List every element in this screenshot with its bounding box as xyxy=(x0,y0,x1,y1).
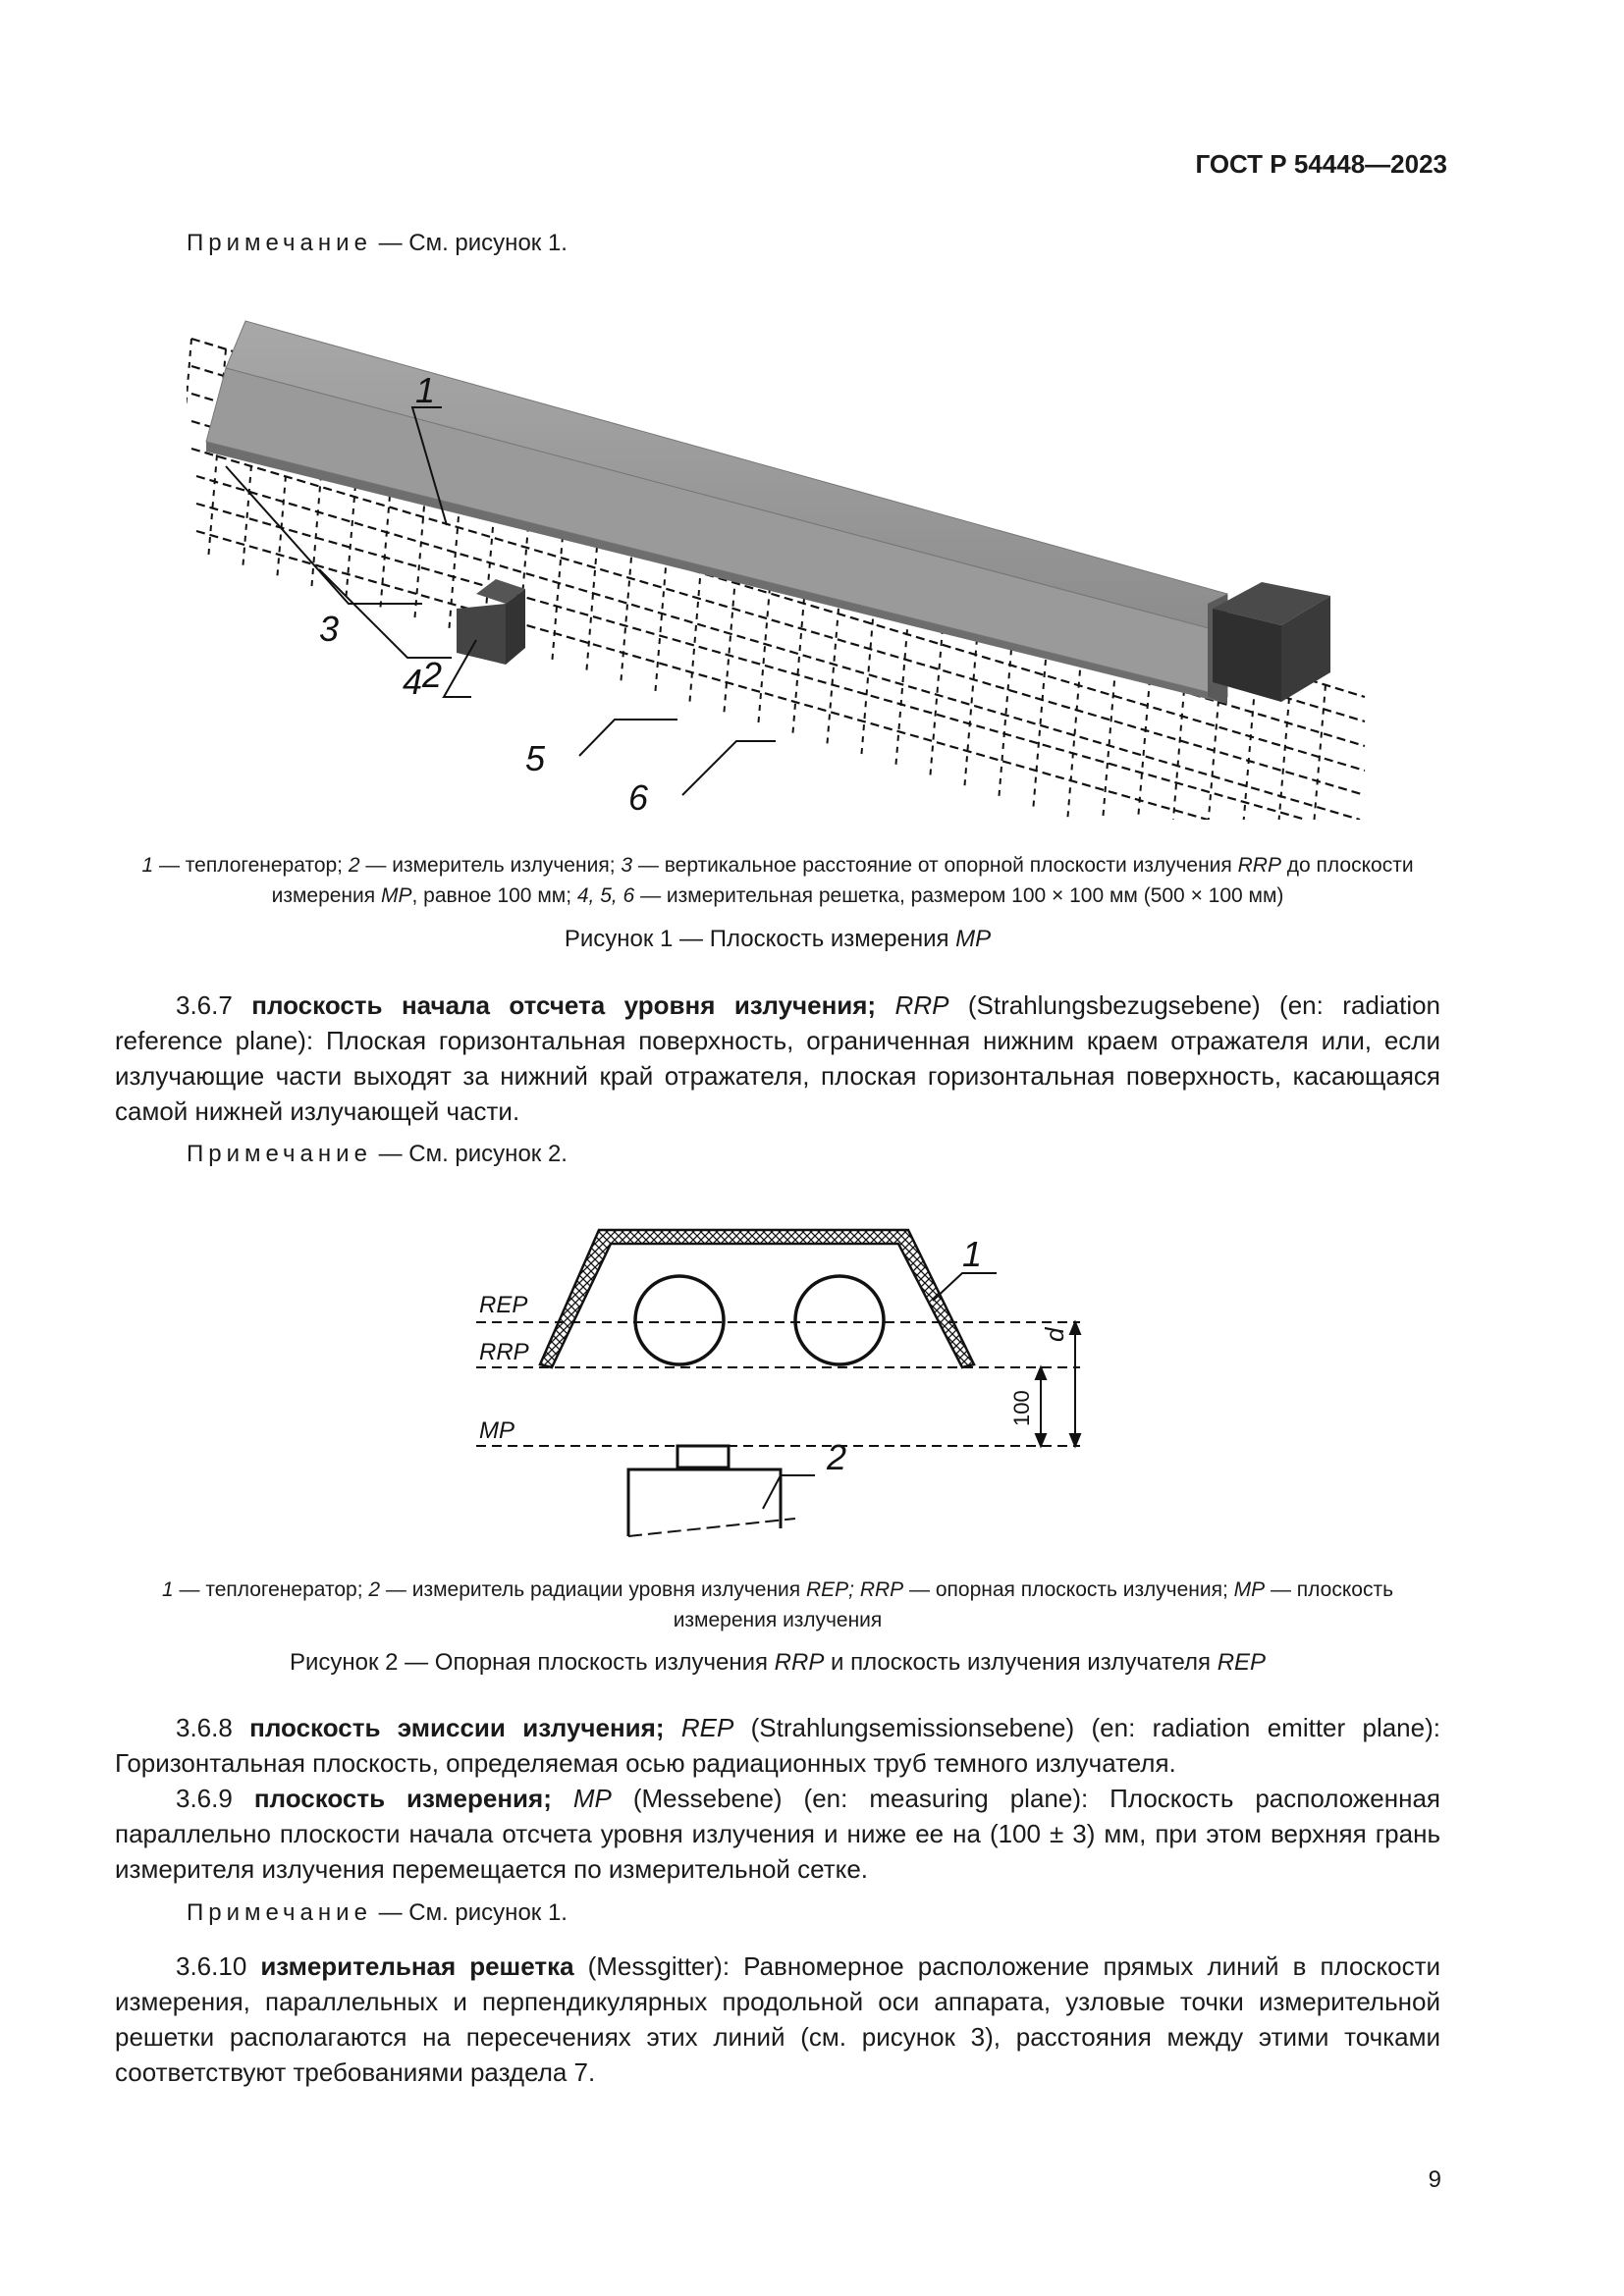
note-1 xyxy=(187,230,568,257)
grid-cross-line xyxy=(187,339,191,550)
reflector xyxy=(540,1230,974,1367)
section-3-6-8: 3.6.8 плоскость эмиссии излучения; REP (Strahlungsemissionsebene) (en: radiation emitter plane): Горизонтальная плоскость, определяемая осью радиационных труб темного излучателя. xyxy=(115,1713,1440,1778)
page-number: 9 xyxy=(1428,2166,1441,2193)
label-d: d xyxy=(1040,1327,1069,1342)
heat-generator xyxy=(206,321,1227,704)
radiation-meter xyxy=(457,579,525,665)
figure-1-label-3: 3 xyxy=(319,609,340,649)
figure-2-legend: 1 — теплогенератор; 2 — измеритель радиации уровня излучения REP; RRP — опорная плоскость излучения; MP — плоскость измерения излучения xyxy=(161,1578,1394,1631)
figure-1-title: Рисунок 1 — Плоскость измерения MP xyxy=(564,926,992,952)
label-rep: REP xyxy=(479,1292,528,1318)
burner-box xyxy=(1213,582,1330,702)
figure-1-label-4: 4 xyxy=(403,662,423,702)
radiant-tube-right xyxy=(795,1276,884,1364)
note-text: — См. рисунок 1. xyxy=(378,1899,568,1926)
figure-1-label-2: 2 xyxy=(422,655,443,695)
note-label: Примечание xyxy=(187,1141,372,1167)
figure-1-label-1: 1 xyxy=(415,370,436,410)
figure-1-legend: 1 — теплогенератор; 2 — измеритель излучения; 3 — вертикальное расстояние от опорной плоскости излучения RRP до плоскости измерения MP, равное 100 мм; 4, 5, 6 — измерительная решетка, размером 100 × 100 мм (500 × 100 мм) xyxy=(141,854,1414,907)
note-label: Примечание xyxy=(187,1899,372,1926)
section-3-6-9: 3.6.9 плоскость измерения; MP (Messebene) (en: measuring plane): Плоскость расположенная параллельно плоскости начала отсчета уровня излучения и ниже ее на (100 ± 3) мм, при этом верхняя грань измерителя излучения перемещается по измерительной сетке. xyxy=(115,1784,1440,1884)
radiant-tube-left xyxy=(635,1276,724,1364)
label-rrp: RRP xyxy=(479,1339,529,1365)
section-3-6-8-and-3-6-9 xyxy=(115,1710,1440,1887)
label-mp: MP xyxy=(479,1417,514,1444)
section-3-6-10: 3.6.10 измерительная решетка (Messgitter): Равномерное расположение прямых линий в плоскости измерения, параллельных и перпендикулярных продольной оси аппарата, узловые точки измерительной решетки располагаются на пересечениях этих линий (см. рисунок 3), расстояния между этими точками соответствуют требованиями раздела 7. xyxy=(115,1951,1441,2087)
figure-1-label-6: 6 xyxy=(628,777,649,818)
note-text: — См. рисунок 2. xyxy=(378,1141,568,1167)
note-3 xyxy=(187,1899,568,1927)
note-label: Примечание xyxy=(187,230,372,256)
section-3-6-7: 3.6.7 плоскость начала отсчета уровня излучения; RRP (Strahlungsbezugsebene) (en: radiation reference plane): Плоская горизонтальная поверхность, ограниченная нижним краем отражателя или, если излучающие части выходят за нижний край отражателя, плоская горизонтальная поверхность, касающаяся самой нижней излучающей части. xyxy=(115,990,1441,1126)
label-100: 100 xyxy=(1009,1390,1034,1426)
figure-1-illustration xyxy=(187,309,1375,820)
note-2 xyxy=(187,1141,568,1168)
note-text: — См. рисунок 1. xyxy=(378,230,568,256)
document-code: ГОСТ Р 54448—2023 xyxy=(1195,149,1447,179)
figure-1-label-5: 5 xyxy=(525,738,546,778)
label-2: 2 xyxy=(827,1437,847,1477)
figure-2-title: Рисунок 2 — Опорная плоскость излучения RRP и плоскость излучения излучателя REP xyxy=(289,1649,1267,1676)
label-1: 1 xyxy=(962,1234,983,1274)
figure-2-diagram xyxy=(461,1212,1149,1556)
